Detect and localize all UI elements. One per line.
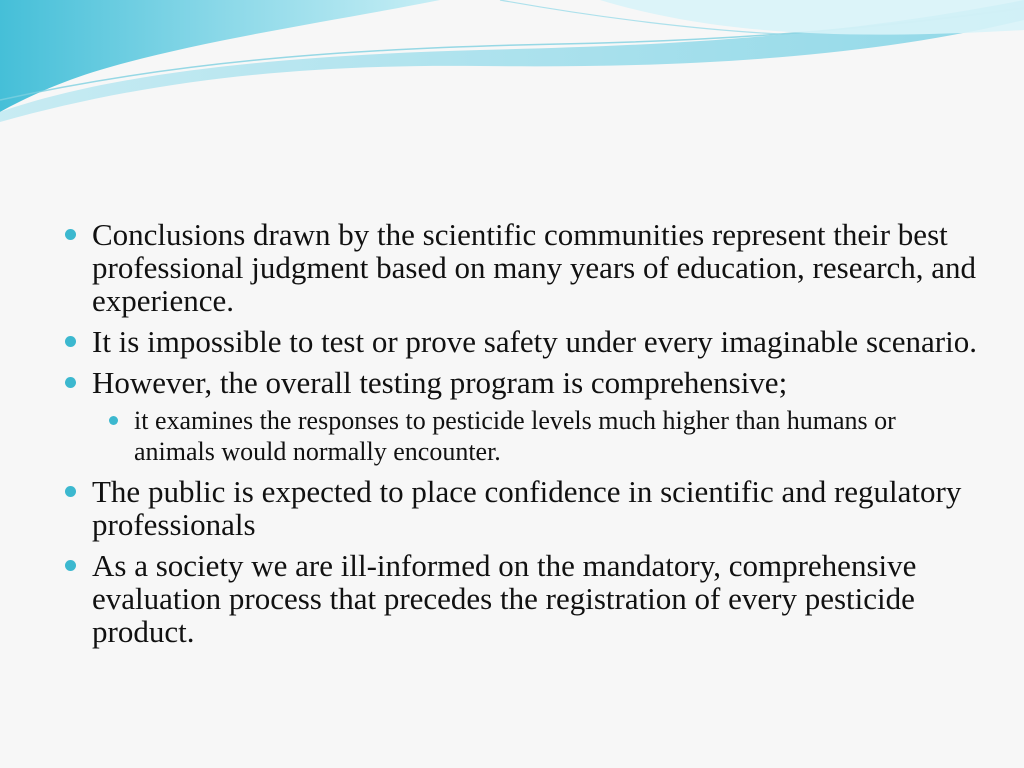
bullet-dot-icon <box>65 560 76 571</box>
bullet-dot-icon <box>65 377 76 388</box>
bullet-text: However, the overall testing program is comprehensive; <box>92 365 788 400</box>
bullet-text: It is impossible to test or prove safety under every imaginable scenario. <box>92 324 977 359</box>
bullet-list <box>62 218 982 648</box>
bullet-item-ill-informed <box>62 549 982 648</box>
bullet-dot-icon <box>65 336 76 347</box>
bullet-dot-icon <box>65 229 76 240</box>
sub-bullet-text: it examines the responses to pesticide levels much higher than humans or animals would normally encounter. <box>134 406 896 466</box>
bullet-text: Conclusions drawn by the scientific communities represent their best professional judgment based on many years of education, research, and experience. <box>92 217 977 318</box>
bullet-item-testing-program <box>62 366 982 467</box>
bullet-item-impossible <box>62 325 982 358</box>
sub-bullet-list <box>92 405 982 467</box>
bullet-item-public-confidence <box>62 475 982 541</box>
bullet-text: As a society we are ill-informed on the mandatory, comprehensive evaluation process that precedes the registration of every pesticide product. <box>92 548 917 649</box>
header-wave-decoration <box>0 0 1024 130</box>
bullet-item-conclusions <box>62 218 982 317</box>
bullet-dot-icon <box>65 486 76 497</box>
slide-body <box>62 218 982 656</box>
sub-bullet-item <box>92 405 982 467</box>
sub-bullet-dot-icon <box>109 416 118 425</box>
bullet-text: The public is expected to place confidence in scientific and regulatory professionals <box>92 474 962 542</box>
